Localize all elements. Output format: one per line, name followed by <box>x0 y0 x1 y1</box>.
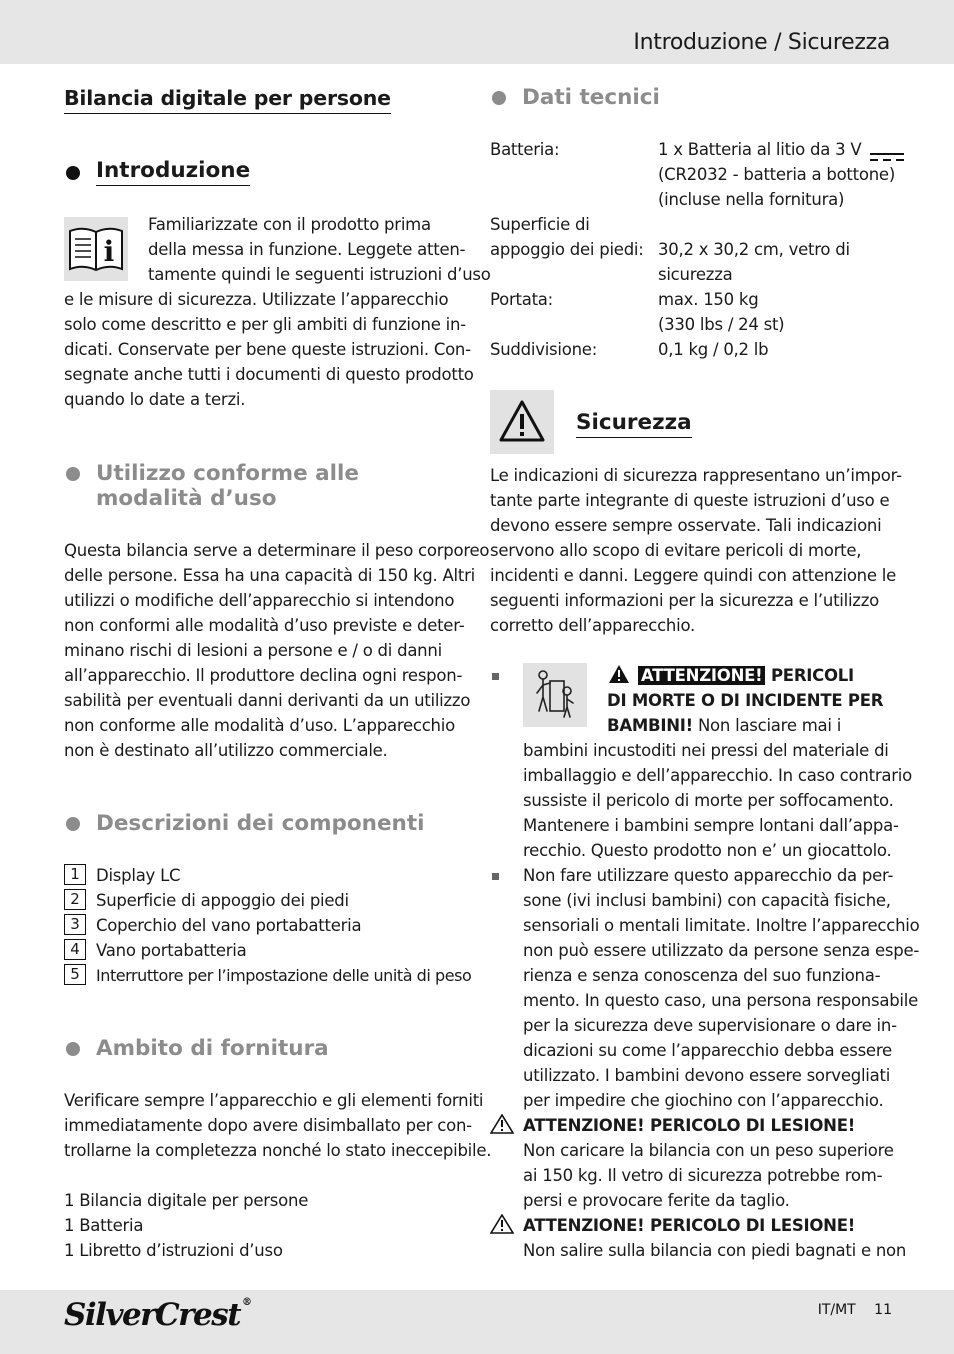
safety-line: seguenti informazioni per la sicurezza e l’utilizzo <box>490 591 879 610</box>
supply-line: trollarne la completezza nonché lo stato ineccepibile. <box>64 1141 492 1160</box>
bullet-dot <box>66 467 80 481</box>
warning-title: ATTENZIONE! PERICOLO DI LESIONE! <box>523 1116 855 1135</box>
warning-text: bambini incustoditi nei pressi del materiale di <box>523 741 889 760</box>
safety-line: devono essere sempre osservate. Tali indicazioni <box>490 516 882 535</box>
supply-line: Verificare sempre l’apparecchio e gli elementi forniti <box>64 1091 484 1110</box>
intro-line: e le misure di sicurezza. Utilizzate l’apparecchio <box>64 290 449 309</box>
intro-line: tamente quindi le seguenti istruzioni d’uso <box>148 265 491 284</box>
intro-line: segnate anche tutti i documenti di questo prodotto <box>64 365 474 384</box>
warning-triangle-icon <box>490 390 554 454</box>
tech-label: Portata: <box>490 290 553 309</box>
tech-label: Superficie di <box>490 215 590 234</box>
component-label: Coperchio del vano portabatteria <box>96 916 362 935</box>
warning-text: BAMBINI! Non lasciare mai i <box>607 716 842 735</box>
tech-value-text: 1 x Batteria al litio da 3 V <box>658 140 862 159</box>
use-line: non conformi alle modalità d’uso previste e deter- <box>64 616 465 635</box>
component-number: 2 <box>64 889 86 910</box>
component-label: Vano portabatteria <box>96 941 247 960</box>
bullet-dot <box>492 91 506 105</box>
warning-title: DI MORTE O DI INCIDENTE PER <box>607 691 884 710</box>
tech-value: 30,2 x 30,2 cm, vetro di <box>658 240 850 259</box>
safety-heading: Sicurezza <box>576 410 692 435</box>
list-bullet <box>492 673 499 680</box>
tech-value: (330 lbs / 24 st) <box>658 315 785 334</box>
intro-line: Familiarizzate con il prodotto prima <box>148 215 431 234</box>
component-number: 5 <box>64 964 86 985</box>
warning-title: ATTENZIONE! PERICOLI <box>638 663 854 688</box>
page-info <box>804 1302 892 1318</box>
supply-heading: Ambito di fornitura <box>96 1036 329 1061</box>
components-heading: Descrizioni dei componenti <box>96 811 425 836</box>
tech-value: max. 150 kg <box>658 290 759 309</box>
use-heading-line1: Utilizzo conforme alle <box>96 461 359 486</box>
component-label: Display LC <box>96 866 181 885</box>
bullet-text: mento. In questo caso, una persona responsabile <box>523 991 918 1010</box>
use-heading-line2: modalità d’uso <box>96 486 277 511</box>
svg-text:i: i <box>103 235 115 268</box>
intro-line: quando lo date a terzi. <box>64 390 246 409</box>
use-line: minano rischi di lesioni a persone e / o di danni <box>64 641 442 660</box>
tech-value <box>658 137 904 162</box>
use-line: sabilità per eventuali danni derivanti da un utilizzo <box>64 691 471 710</box>
intro-line: solo come descritto e per gli ambiti di funzione in- <box>64 315 466 334</box>
tech-value: sicurezza <box>658 265 733 284</box>
bullet-text: non può essere utilizzato da persone senza espe- <box>523 941 920 960</box>
warning-title: ATTENZIONE! PERICOLO DI LESIONE! <box>523 1216 855 1235</box>
component-number: 4 <box>64 939 86 960</box>
component-number: 3 <box>64 914 86 935</box>
brand-logo: SilverCrest ® <box>64 1297 251 1333</box>
bullet-text: utilizzato. I bambini devono essere sorvegliati <box>523 1066 891 1085</box>
use-line: delle persone. Essa ha una capacità di 150 kg. Altri <box>64 566 475 585</box>
use-line: all’apparecchio. Il produttore declina ogni respon- <box>64 666 463 685</box>
warn-small-triangle-icon <box>608 664 630 684</box>
bullet-text: Non fare utilizzare questo apparecchio da per- <box>523 866 894 885</box>
bullet-dot <box>66 817 80 831</box>
use-line: Questa bilancia serve a determinare il peso corporeo <box>64 541 490 560</box>
supply-item: 1 Batteria <box>64 1216 144 1235</box>
use-line: utilizzi o modifiche dell’apparecchio si intendono <box>64 591 455 610</box>
supply-line: immediatamente dopo avere disimballato per con- <box>64 1116 472 1135</box>
supply-item: 1 Libretto d’istruzioni d’uso <box>64 1241 283 1260</box>
safety-line: servono allo scopo di evitare pericoli di morte, <box>490 541 862 560</box>
bullet-text: per la sicurezza deve supervisionare o dare in- <box>523 1016 897 1035</box>
bullet-dot <box>66 1042 80 1056</box>
warning-text: ai 150 kg. Il vetro di sicurezza potrebbe rom- <box>523 1166 883 1185</box>
bullet-text: sone (ivi inclusi bambini) con capacità fisiche, <box>523 891 891 910</box>
use-line: non conforme alle modalità d’uso. L’apparecchio <box>64 716 455 735</box>
warning-text: recchio. Questo prodotto non e’ un giocattolo. <box>523 841 892 860</box>
bullet-text: per impedire che giochino con l’apparecchio. <box>523 1091 884 1110</box>
header-title: Introduzione / Sicurezza <box>633 30 890 55</box>
intro-line: della messa in funzione. Leggete atten- <box>148 240 466 259</box>
warning-text: Non caricare la bilancia con un peso superiore <box>523 1141 894 1160</box>
warning-text: imballaggio e dell’apparecchio. In caso contrario <box>523 766 912 785</box>
locale-code: IT/MT <box>817 1302 856 1318</box>
tech-label: Suddivisione: <box>490 340 598 359</box>
warning-text: sussiste il pericolo di morte per soffocamento. <box>523 791 894 810</box>
info-book-icon <box>64 217 128 281</box>
warning-outline-icon <box>490 1114 514 1134</box>
warning-text: Non salire sulla bilancia con piedi bagnati e non <box>523 1241 907 1260</box>
bullet-text: sensoriali o mentali limitate. Inoltre l’apparecchio <box>523 916 920 935</box>
intro-line: dicati. Conservate per bene queste istruzioni. Con- <box>64 340 471 359</box>
tech-label: appoggio dei piedi: <box>490 240 644 259</box>
dc-symbol-icon <box>870 145 904 157</box>
component-label: Interruttore per l’impostazione delle unità di peso <box>96 966 472 985</box>
tech-value: 0,1 kg / 0,2 lb <box>658 340 769 359</box>
safety-line: tante parte integrante di queste istruzioni d’uso e <box>490 491 890 510</box>
list-bullet <box>492 873 499 880</box>
tech-value: (CR2032 - batteria a bottone) <box>658 165 896 184</box>
tech-value: (incluse nella fornitura) <box>658 190 845 209</box>
bullet-text: dicazioni su come l’apparecchio debba essere <box>523 1041 892 1060</box>
page-number: 11 <box>874 1302 892 1318</box>
component-number: 1 <box>64 864 86 885</box>
supply-item: 1 Bilancia digitale per persone <box>64 1191 309 1210</box>
safety-line: Le indicazioni di sicurezza rappresentano un’impor- <box>490 466 902 485</box>
safety-line: incidenti e danni. Leggere quindi con attenzione le <box>490 566 897 585</box>
warning-text: persi e provocare ferite da taglio. <box>523 1191 790 1210</box>
tech-heading: Dati tecnici <box>522 85 660 110</box>
bullet-text: rienza e senza conoscenza del suo funziona- <box>523 966 881 985</box>
warning-text: Mantenere i bambini sempre lontani dall’appa- <box>523 816 899 835</box>
intro-heading: Introduzione <box>96 158 250 183</box>
bullet-dot <box>66 166 80 180</box>
component-label: Superficie di appoggio dei piedi <box>96 891 349 910</box>
page-header <box>0 0 954 64</box>
warning-outline-icon <box>490 1214 514 1234</box>
child-danger-icon <box>523 663 587 727</box>
product-title: Bilancia digitale per persone <box>64 86 391 114</box>
safety-line: corretto dell’apparecchio. <box>490 616 696 635</box>
tech-label: Batteria: <box>490 140 560 159</box>
use-line: non è destinato all’utilizzo commerciale. <box>64 741 388 760</box>
